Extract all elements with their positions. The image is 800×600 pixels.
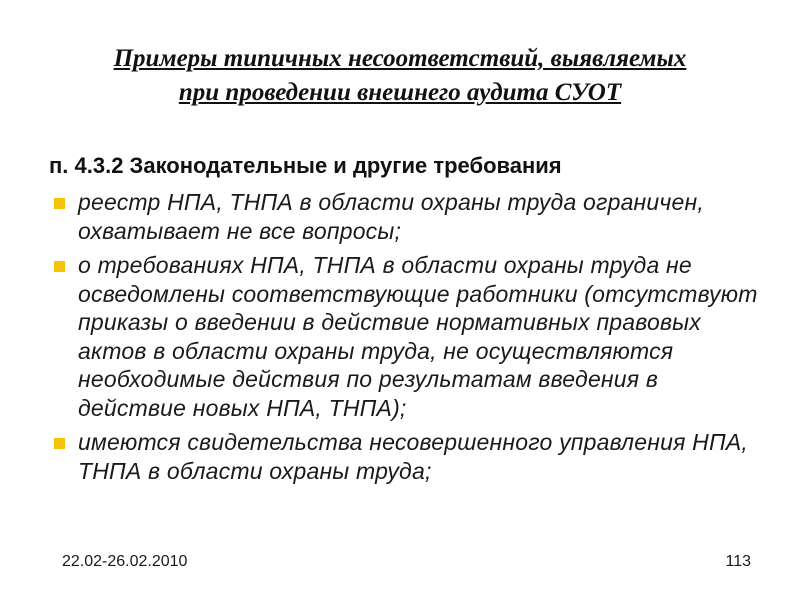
page-number: 113 bbox=[725, 553, 751, 570]
slide-title-line-2: при проведении внешнего аудита СУОТ bbox=[178, 79, 622, 106]
bullet-text: имеются свидетельства несовершенного управления НПА, ТНПА в области охраны труда; bbox=[78, 429, 748, 484]
section-heading: п. 4.3.2 Законодательные и другие требования bbox=[49, 153, 562, 178]
square-bullet-icon bbox=[54, 438, 65, 449]
slide-title bbox=[40, 42, 760, 110]
bullet-item bbox=[54, 188, 764, 245]
bullet-text: реестр НПА, ТНПА в области охраны труда ограничен, охватывает не все вопросы; bbox=[78, 189, 704, 244]
bullet-item bbox=[54, 251, 764, 422]
bullet-list bbox=[54, 188, 764, 491]
square-bullet-icon bbox=[54, 261, 65, 272]
slide-title-line-1: Примеры типичных несоответствий, выявляемых bbox=[113, 45, 687, 72]
bullet-item bbox=[54, 428, 764, 485]
footer-date: 22.02-26.02.2010 bbox=[62, 553, 188, 570]
bullet-text: о требованиях НПА, ТНПА в области охраны труда не осведомлены соответствующие работники (отсутствуют приказы о введении в действие нормативных правовых актов в области охраны труда, не осуществляются необходимые действия по результатам введения в действие новых НПА, ТНПА); bbox=[78, 252, 758, 421]
square-bullet-icon bbox=[54, 198, 65, 209]
